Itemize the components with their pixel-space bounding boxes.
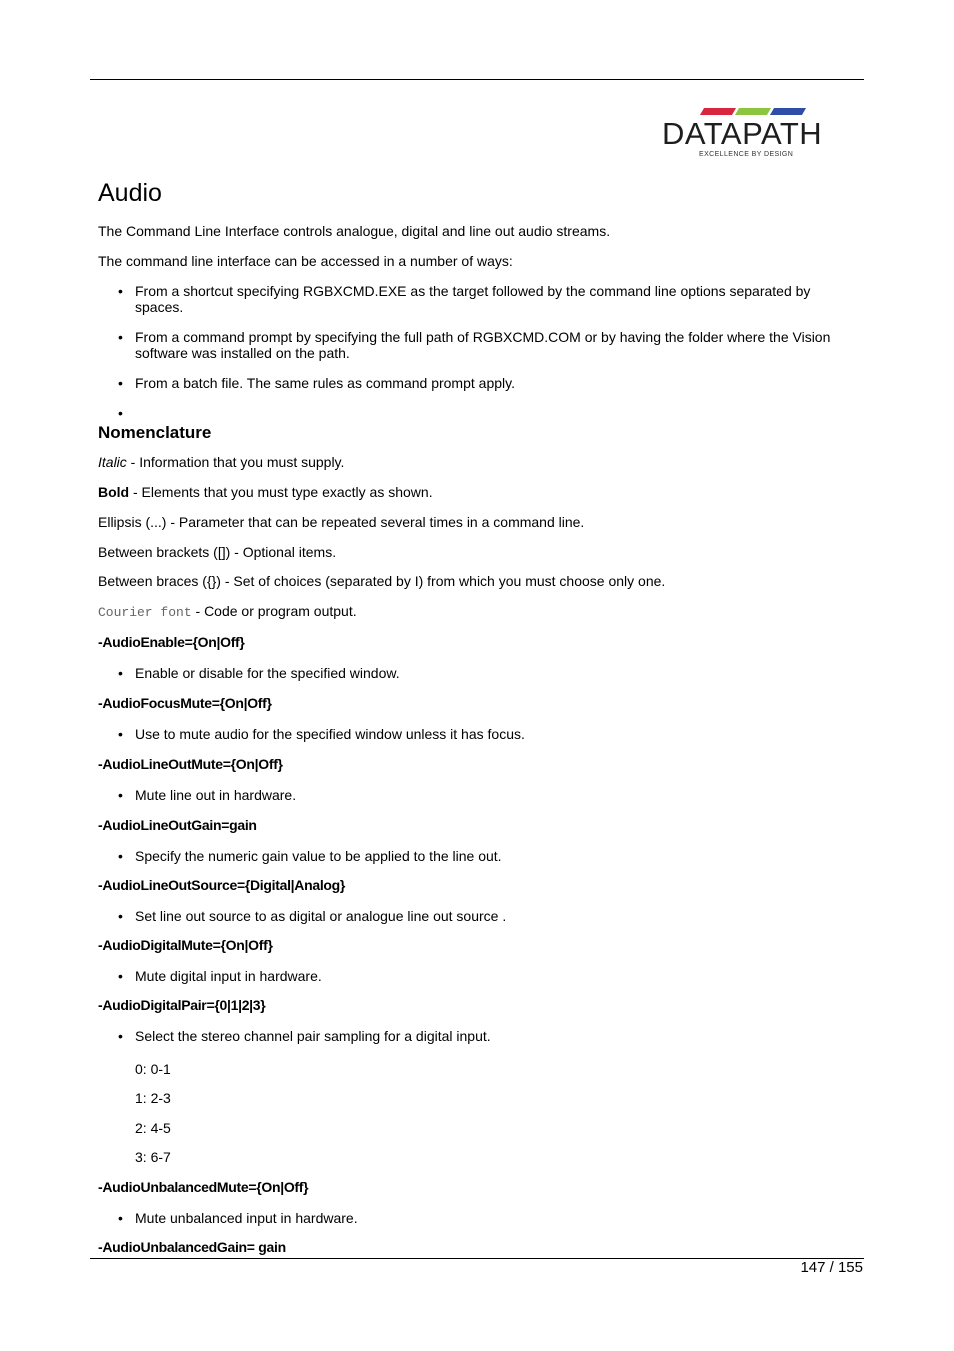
command-name: -AudioDigitalMute={On|Off}: [98, 937, 273, 953]
nomenclature-braces: Between braces ({}) - Set of choices (separated by I) from which you must choose only one.: [98, 573, 666, 589]
channel-pair: 3: 6-7: [135, 1149, 171, 1165]
command-name: -AudioLineOutGain=gain: [98, 817, 257, 833]
channel-pair: 1: 2-3: [135, 1090, 171, 1106]
nomenclature-bold: [98, 484, 858, 501]
logo-green-bar: [735, 108, 771, 115]
header-rule: [90, 79, 864, 80]
channel-pair: 0: 0-1: [135, 1061, 171, 1077]
courier-term: Courier font: [98, 605, 192, 620]
command-description: • Use to mute audio for the specified window unless it has focus.: [98, 726, 858, 742]
datapath-logo: [662, 108, 837, 160]
logo-red-bar: [700, 108, 736, 115]
courier-desc: - Code or program output.: [191, 603, 357, 619]
command-description: • Mute unbalanced input in hardware.: [98, 1210, 858, 1226]
logo-blue-bar: [770, 108, 806, 115]
nomenclature-brackets: Between brackets ([]) - Optional items.: [98, 544, 337, 560]
command-name: -AudioDigitalPair={0|1|2|3}: [98, 997, 266, 1013]
nomenclature-courier: [98, 603, 858, 621]
intro-paragraph: The Command Line Interface controls analogue, digital and line out audio streams.: [98, 223, 611, 239]
command-name: -AudioLineOutSource={Digital|Analog}: [98, 877, 346, 893]
command-name: -AudioFocusMute={On|Off}: [98, 695, 272, 711]
list-item: • From a batch file. The same rules as command prompt apply.: [98, 375, 858, 391]
logo-tagline: EXCELLENCE BY DESIGN: [699, 151, 794, 158]
page-title: Audio: [98, 179, 162, 207]
command-name: -AudioUnbalancedMute={On|Off}: [98, 1179, 309, 1195]
command-description: • Mute line out in hardware.: [98, 787, 858, 803]
bold-term: Bold: [98, 484, 130, 500]
command-description: • Specify the numeric gain value to be applied to the line out.: [98, 848, 858, 864]
nomenclature-ellipsis: Ellipsis (...) - Parameter that can be repeated several times in a command line.: [98, 514, 585, 530]
empty-list-item: [98, 405, 858, 421]
intro-paragraph: The command line interface can be accessed in a number of ways:: [98, 253, 513, 269]
list-item: • From a command prompt by specifying the full path of RGBXCMD.COM or by having the folder where the Vision software was installed on the path.: [98, 329, 858, 361]
command-name: -AudioEnable={On|Off}: [98, 634, 245, 650]
logo-wordmark: DATAPATH: [662, 116, 823, 151]
command-description: • Select the stereo channel pair sampling for a digital input.: [98, 1028, 858, 1044]
list-item: • From a shortcut specifying RGBXCMD.EXE as the target followed by the command line options separated by spaces.: [98, 283, 858, 315]
command-name: -AudioLineOutMute={On|Off}: [98, 756, 283, 772]
command-description: • Enable or disable for the specified window.: [98, 665, 858, 681]
command-name: -AudioUnbalancedGain= gain: [98, 1239, 286, 1255]
document-body: [98, 176, 858, 1256]
command-description: • Mute digital input in hardware.: [98, 968, 858, 984]
italic-term: Italic: [98, 454, 127, 470]
section-heading: Nomenclature: [98, 423, 212, 442]
nomenclature-italic: [98, 454, 858, 471]
page-number: 147 / 155: [800, 1259, 863, 1276]
footer-rule: [90, 1258, 864, 1259]
command-description: • Set line out source to as digital or analogue line out source .: [98, 908, 858, 924]
bold-desc: - Elements that you must type exactly as shown.: [129, 484, 433, 500]
italic-desc: - Information that you must supply.: [126, 454, 345, 470]
channel-pair: 2: 4-5: [135, 1120, 171, 1136]
